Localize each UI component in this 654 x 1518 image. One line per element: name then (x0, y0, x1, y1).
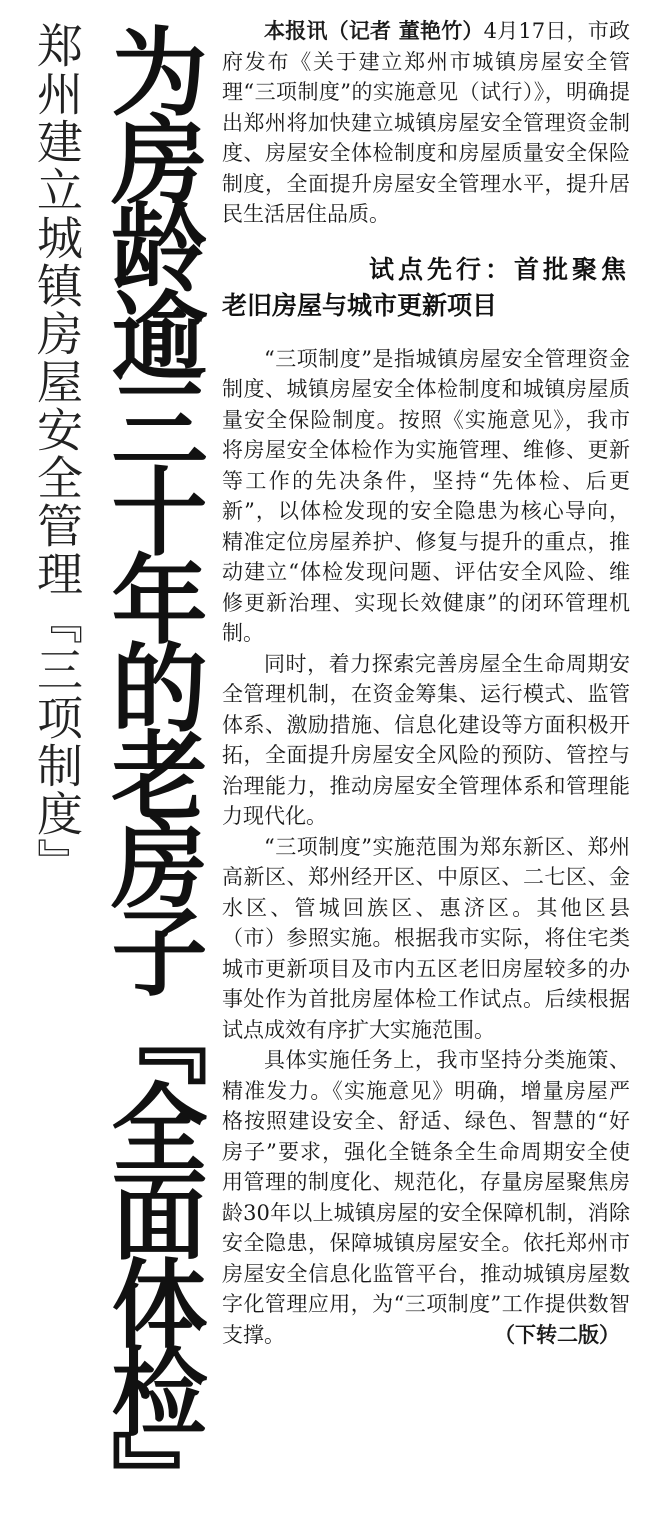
dateline: 本报讯（记者 董艳竹） (264, 19, 484, 43)
continued-note: （下转二版） (494, 1322, 620, 1347)
article-body (222, 16, 630, 1350)
section-heading-line1: 试点先行：首批聚焦 (368, 254, 630, 284)
body-paragraph: 同时，着力探索完善房屋全生命周期安全管理机制，在资金筹集、运行模式、监管体系、激励措施、信息化建设等方面积极开拓，全面提升房屋安全风险的预防、管控与治理能力，推动房屋安全管理体系和管理能力现代化。 (222, 651, 630, 828)
body-paragraph: “三项制度”实施范围为郑东新区、郑州高新区、郑州经开区、中原区、二七区、金水区、管城回族区、惠济区。其他区县（市）参照实施。根据我市实际，将住宅类城市更新项目及市内五区老旧房屋较多的办事处作为首批房屋体检工作试点。后续根据试点成效有序扩大实施范围。 (222, 834, 630, 1042)
headline: 为房龄逾三十年的老房子『全面体检』 (96, 22, 208, 1518)
body-paragraph: “三项制度”是指城镇房屋安全管理资金制度、城镇房屋安全体检制度和城镇房屋质量安全保险制度。按照《实施意见》，我市将房屋安全体检作为实施管理、维修、更新等工作的先决条件，坚持“先体检、后更新”，以体检发现的安全隐患为核心导向，精准定位房屋养护、修复与提升的重点，推动建立“体检发现问题、评估安全风险、维修更新治理、实现长效健康”的闭环管理机制。 (222, 346, 630, 645)
section-heading (222, 252, 630, 324)
section-heading-line2: 老旧房屋与城市更新项目 (222, 290, 498, 320)
body-paragraph-last (222, 1045, 630, 1350)
lead-text: 4月17日，市政府发布《关于建立郑州市城镇房屋安全管理“三项制度”的实施意见（试行）》，明确提出郑州将加快建立城镇房屋安全管理资金制度、房屋安全体检制度和房屋质量安全保险制度，全面提升房屋安全管理水平，提升居民生活居住品质。 (222, 19, 630, 226)
lead-paragraph (222, 16, 630, 230)
subheadline: 郑州建立城镇房屋安全管理『三项制度』 (30, 22, 84, 886)
body-paragraph-text: 具体实施任务上，我市坚持分类施策、精准发力。《实施意见》明确，增量房屋严格按照建设安全、舒适、绿色、智慧的“好房子”要求，强化全链条全生命周期安全使用管理的制度化、规范化，存量房屋聚焦房龄30年以上城镇房屋的安全保障机制，消除安全隐患，保障城镇房屋安全。依托郑州市房屋安全信息化监管平台，推动城镇房屋数字化管理应用，为“三项制度”工作提供数智支撑。 (222, 1048, 630, 1347)
